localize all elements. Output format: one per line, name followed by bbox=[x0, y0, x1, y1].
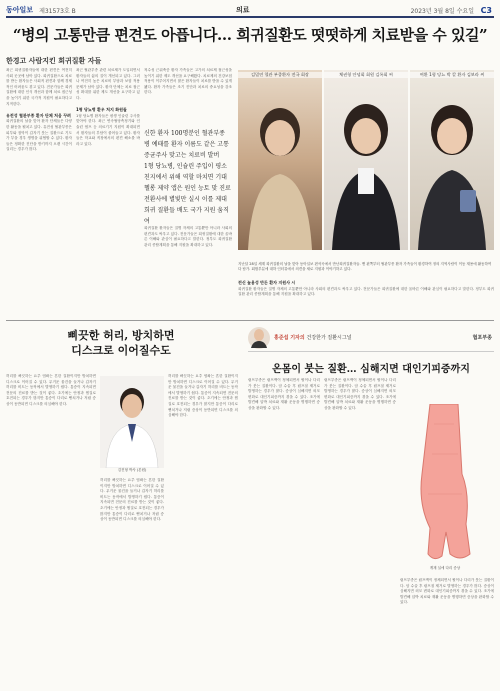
newspaper-name: 동아일보 bbox=[6, 5, 34, 14]
author-avatar bbox=[248, 326, 270, 350]
article-text: 희귀질환 환자들은 질병 자체의 고통뿐만 아니라 사회의 편견과도 싸우고 있다. 전문가들은 희귀질환에 대한 올바른 이해와 관심이 필요하다고 말한다. 정부도 희귀질환 관리 종합계획을 통해 지원을 확대하고 있다. bbox=[238, 286, 494, 297]
pull-quote-line: 헬롱 제약 앱은 원인 능토 맞 진료 bbox=[144, 185, 231, 192]
article-text: 최근 희귀질환자들에 대한 편견은 여전히 사회 곳곳에 남아 있다. 희귀질환으로 치료를 받는 환자들은 사회적 편견과 함께 경제적인 어려움도 겪고 있다. 전문가들은 희귀질환에 대한 인식 개선과 함께 치료 접근성을 높이기 위한 국가적 지원이 필요하다고 지적한다. bbox=[6, 68, 72, 106]
article-text: 척수성 근위축증 환자 가족들은 고가의 치료제 접근성을 높이기 위한 제도 개선을 요구해왔다. 치료제의 건강보험 적용이 이루어지면서 많은 환자들이 치료를 받을 수 있게 됐다. 환자 가족들은 조기 진단과 치료의 중요성을 강조한다. bbox=[144, 68, 232, 95]
column-series-name: 건강한가 질환시그널 bbox=[306, 335, 352, 341]
column-2-headline: 온몸이 붓는 질환… 심해지면 대인기피증까지 bbox=[272, 364, 470, 375]
article-column-2 bbox=[76, 68, 140, 316]
doctor-portrait-icon bbox=[100, 376, 164, 468]
photo-caption: 지난달 28일 세계 희귀질환의 날을 맞아 동아일보 편석곡에서 만난희귀질환자들. 맨 왼쪽부터 혈관부종 환자 가족들이 환경하여 정의 지역사람이 이동 재용에 활동하여 다 탐가. 회합부분에 대하 인터뷰에서 의견을 새로 지원과 이야기하고 있다. bbox=[238, 262, 492, 271]
column-headline-line: 디스크로 이어질수도 bbox=[71, 344, 171, 357]
pull-quote-line: 병 예태를 환자 이름도 같은 고통 bbox=[144, 141, 229, 148]
article-text: 림프부종은 림프액이 정체되면서 팔이나 다리가 붓는 질환이다. 암 수술 후 림프절 제거로 발생하는 경우가 많다. 증상이 심해지면 외모 변화로 대인기피증까지 겪을 수 있다. 조기에 발견해 압박 치료와 재활 운동을 병행하면 증상을 완화할 수 있다. bbox=[324, 378, 396, 410]
article-text: 1형 당뇨병 환자들은 평생 인슐린 주사를 맞아야 한다. 최근 연속혈당측정기와 인슐린 펌프 등 의료기기 지원이 확대되면서 환자들의 부담이 줄어들고 있다. 환자들은 학교와 직장에서의 편견 해소를 바라고 있다. bbox=[76, 113, 140, 146]
article-text: 최근 혈관부종 관련 치료제가 도입되면서 환자들의 삶의 질이 개선되고 있다. 그러나 여전히 높은 치료비 부담과 보험 적용 문제가 남아 있다. 환자 단체는 치료 접근성 확대를 위한 제도 개선을 요구하고 있다. bbox=[76, 68, 140, 100]
pull-quote-line: 1형 당뇨병, 인슐린 주입이 평소 bbox=[144, 163, 227, 170]
column-body-left bbox=[6, 374, 96, 684]
article-subhead: 유전성 혈관부종 환자 단체 처음 꾸려 bbox=[6, 112, 71, 118]
patient-photo-2 bbox=[324, 70, 408, 250]
page-number: C3 bbox=[480, 5, 492, 15]
section-label: 의료 bbox=[236, 6, 250, 14]
column-2-body-1 bbox=[248, 378, 320, 684]
column-body-right bbox=[168, 374, 238, 684]
pull-quote-line: 증균주사 맞고는 치료비 발버 bbox=[144, 152, 220, 159]
person-silhouette-icon bbox=[238, 70, 322, 250]
article-subhead: 1형 당뇨병 환우 처지 화원들 bbox=[76, 107, 127, 113]
masthead bbox=[6, 4, 494, 18]
article-subhead: 전신 높용성 만든 환자 지원사 시 bbox=[238, 280, 296, 285]
pull-quote-line: 희귀 질환들 배도 국가 지원 움직여 bbox=[144, 207, 229, 225]
illustration-caption: 게재 실에 다리 증상 bbox=[429, 566, 461, 570]
column-2-body-2 bbox=[324, 378, 396, 684]
column-headline-line: 삐끗한 허리, 방치하면 bbox=[67, 329, 175, 342]
article-text: 림프부종은 림프액이 정체되면서 팔이나 다리가 붓는 질환이다. 암 수술 후 림프절 제거로 발생하는 경우가 많다. 증상이 심해지면 외모 변화로 대인기피증까지 겪을 수 있다. 조기에 발견해 압박 치료와 재활 운동을 병행하면 증상을 완화할 수 있다. bbox=[248, 378, 320, 410]
issue-date: 2023년 3월 8일 수요일 bbox=[410, 7, 474, 15]
issue-number: 제31573호 B bbox=[39, 7, 76, 15]
article-text: 허리를 삐끗하는 요추 염좌는 흔한 질환이지만 방치하면 디스크로 이어질 수 있다. 무거운 물건을 들거나 갑자기 허리를 비트는 동작에서 발생하기 쉽다. 통증이 지속되면 전문의 진료를 받는 것이 좋다. 초기에는 안정과 찜질로 호전되는 경우가 많지만 통증이 다리로 뻗치거나 저림 증상이 동반되면 디스크를 의심해야 한다. bbox=[6, 374, 96, 406]
photo-label: 김밀연 혈관 부종환자 전국 회장 bbox=[238, 72, 322, 78]
byline: 한경고 사람지킨 희귀질환 자들 bbox=[6, 57, 102, 65]
article-text: 희귀질환의 날을 맞아 환자 단체들은 다양한 활동을 펼치고 있다. 유전성 혈관부종은 피부와 점막이 갑자기 붓는 질환으로 기도가 부을 경우 생명을 위협할 수 있다. 환자들은 정확한 진단을 받기까지 오랜 시간이 걸리는 경우가 많다. bbox=[6, 119, 72, 152]
swollen-hand-icon bbox=[400, 404, 488, 564]
person-silhouette-icon bbox=[410, 70, 494, 250]
pull-quote bbox=[144, 128, 232, 227]
column-author bbox=[274, 334, 352, 341]
page-headline: “병의 고통만큼 편견도 아픕니다… 희귀질환도 떳떳하게 치료받을 수 있길” bbox=[12, 26, 488, 44]
doctor-photo bbox=[100, 376, 164, 468]
column-headline bbox=[6, 328, 236, 368]
column-topic: 협포부종 bbox=[472, 335, 492, 341]
pull-quote-line: 전환사에 별빛만 실시 이를 제대 bbox=[144, 196, 227, 203]
article-text: 희귀질환 환자들은 질병 자체의 고통뿐만 아니라 사회의 편견과도 싸우고 있다. 전문가들은 희귀질환에 대한 올바른 이해와 관심이 필요하다고 말한다. 정부도 희귀질환 관리 종합계획을 통해 지원을 확대하고 있다. bbox=[144, 226, 232, 247]
photo-group bbox=[238, 70, 494, 256]
article-column-1 bbox=[6, 68, 72, 316]
patient-photo-3 bbox=[410, 70, 494, 250]
photo-label: 체권형 안녕회 회원 김록회 씨 bbox=[324, 72, 408, 78]
photo-label: 여환 1형 당뇨 박 칼 환자 김보라 씨 bbox=[410, 72, 494, 78]
column-header bbox=[248, 326, 494, 352]
lymphedema-illustration bbox=[400, 404, 488, 564]
article-text: 허리를 삐끗하는 요추 염좌는 흔한 질환이지만 방치하면 디스크로 이어질 수 있다. 무거운 물건을 들거나 갑자기 허리를 비트는 동작에서 발생하기 쉽다. 통증이 지속되면 전문의 진료를 받는 것이 좋다. 초기에는 안정과 찜질로 호전되는 경우가 많지만 통증이 다리로 뻗치거나 저림 증상이 동반되면 디스크를 의심해야 한다. bbox=[168, 374, 238, 418]
article-column-3-bottom bbox=[144, 226, 232, 316]
section-divider bbox=[6, 320, 494, 321]
column-body-middle bbox=[100, 478, 164, 684]
column-2-body-3 bbox=[400, 578, 494, 684]
pull-quote-line: 친지에서 위해 역할 마치면 기대 bbox=[144, 174, 227, 181]
patient-photo-1 bbox=[238, 70, 322, 250]
article-text: 림프부종은 림프액이 정체되면서 팔이나 다리가 붓는 질환이다. 암 수술 후 림프절 제거로 발생하는 경우가 많다. 증상이 심해지면 외모 변화로 대인기피증까지 겪을 수 있다. 조기에 발견해 압박 치료와 재활 운동을 병행하면 증상을 완화할 수 있다. bbox=[400, 578, 494, 605]
author-name: 홍준섭 기자의 bbox=[274, 335, 305, 341]
person-silhouette-icon bbox=[324, 70, 408, 250]
article-column-3-top bbox=[144, 68, 232, 124]
pull-quote-line: 신한 환자 100명분인 혈관부종 bbox=[144, 130, 225, 137]
article-text: 허리를 삐끗하는 요추 염좌는 흔한 질환이지만 방치하면 디스크로 이어질 수 있다. 무거운 물건을 들거나 갑자기 허리를 비트는 동작에서 발생하기 쉽다. 통증이 지속되면 전문의 진료를 받는 것이 좋다. 초기에는 안정과 찜질로 호전되는 경우가 많지만 통증이 다리로 뻗치거나 저림 증상이 동반되면 디스크를 의심해야 한다. bbox=[100, 478, 164, 522]
article-column-right bbox=[238, 280, 494, 316]
doctor-caption: 김진형 박사 (본원) bbox=[117, 468, 147, 472]
